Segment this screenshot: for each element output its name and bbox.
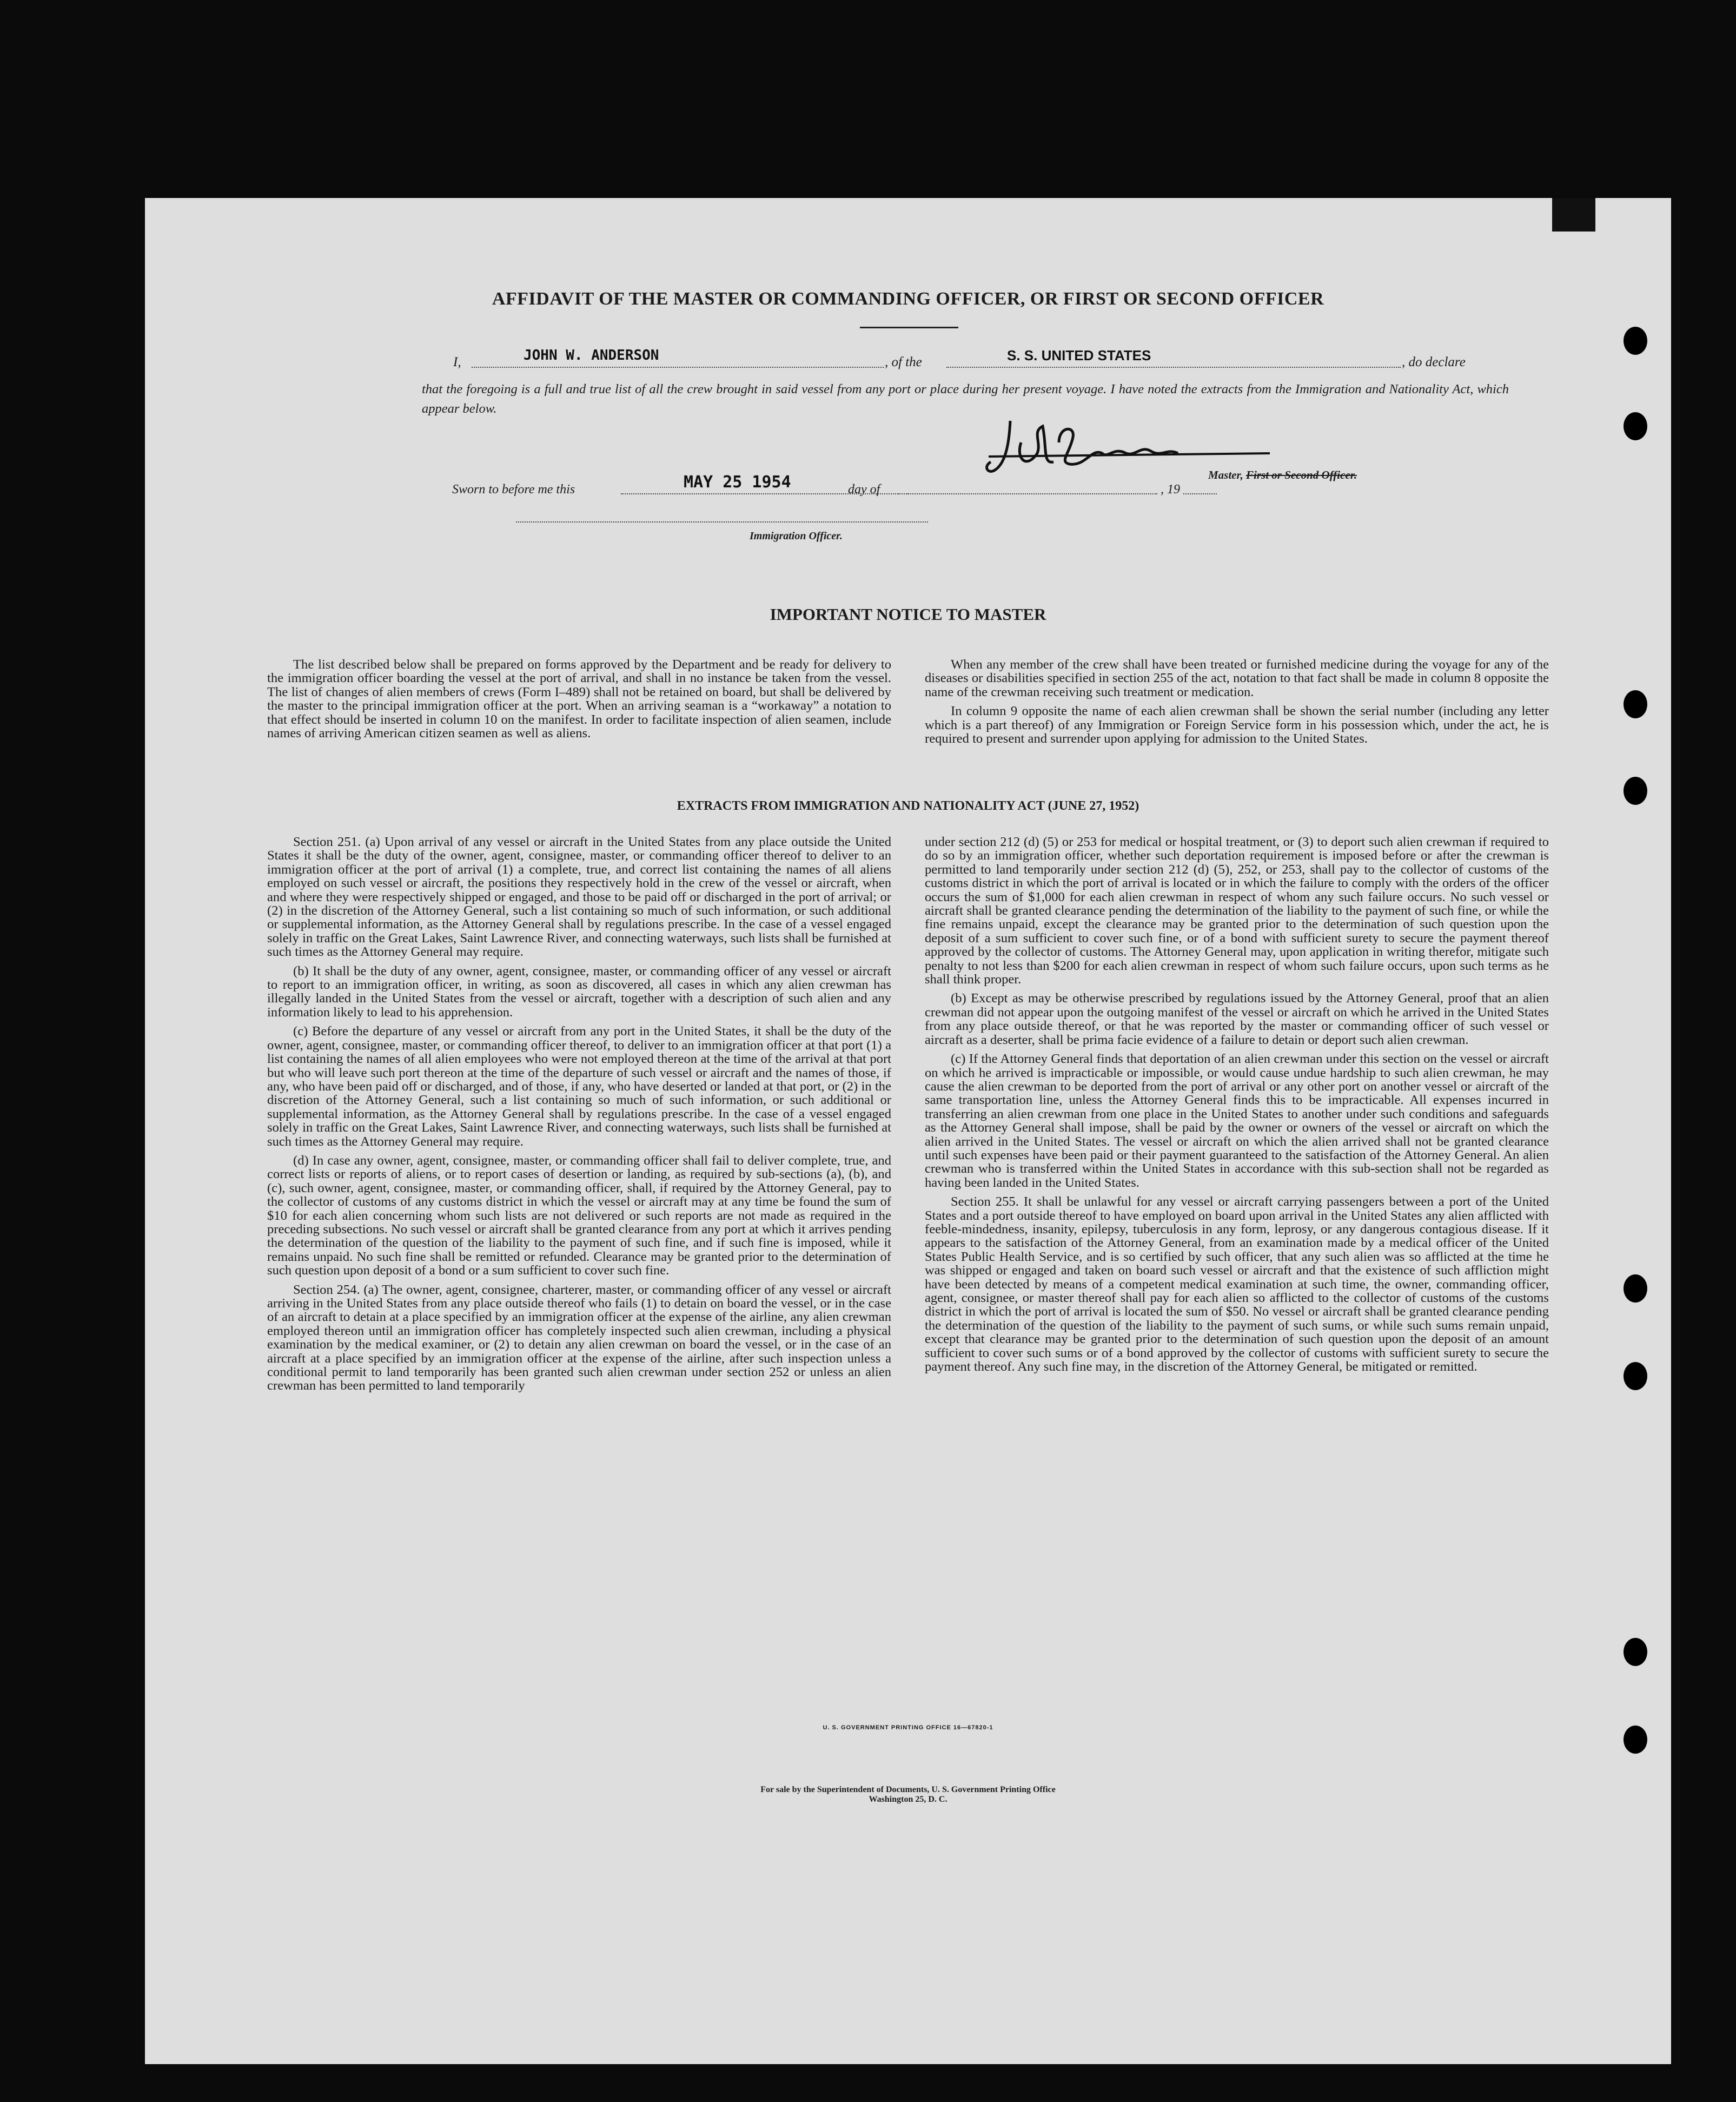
punch-hole [1624,1274,1647,1303]
day-of-label: day of [848,482,880,497]
extract-paragraph: under section 212 (d) (5) or 253 for medical or hospital treatment, or (3) to deport such alien crewman if required to do so by an immigration officer, whether such deportation requirement is imposed before or after the crewman is permitted to land temporarily under section 212 (d) (5), 252, or 253, shall pay to the collector of customs of the customs district in which the port of arrival is located or in which the failure to comply with the orders of the officer occurs the sum of $1,000 for each alien crewman in respect of whom any such failure occurs. No such vessel or aircraft shall be granted clearance pending the determination of the liability to the payment of such fine, or while the fine remains unpaid, except the clearance may be granted prior to the determination of such question upon the deposit of a sum sufficient to cover such fine, or of a bond with sufficient surety to secure the payment thereof approved by the collector of customs. The Attorney General may, upon application in writing therefor, mitigate such penalty to not less than $200 for each alien crewman in respect of whom such failure occurs, upon such terms as he shall think proper. [925,835,1549,987]
do-declare-label: , do declare [1402,355,1466,369]
punch-hole [1624,1726,1647,1754]
extracts-left-column [267,835,891,1393]
for-sale-text: For sale by the Superintendent of Documents, U. S. Government Printing Office [760,1785,1056,1794]
extract-paragraph: Section 255. It shall be unlawful for any vessel or aircraft carrying passengers between a port of the United States and a port outside thereof to have employed on board upon arrival in the United States any alien afflicted with feeble-mindedness, insanity, epilepsy, tuberculosis in any form, leprosy, or any dangerous contagious disease. If it appears to the satisfaction of the Attorney General, from an examination made by a medical officer of the United States Public Health Service, and is so certified by such officer, that any such alien was so afflicted at the time he was shipped or engaged and taken on board such vessel or aircraft and that the existence of such affliction might have been detected by means of a competent medical examination at such time, the owner, commanding officer, agent, consignee, or master thereof shall pay for each alien so afflicted to the collector of customs of the customs district in which the port of arrival is located the sum of $50. No vessel or aircraft shall be granted clearance pending the determination of the question of the liability to the payment of such sums, or while such sums remain unpaid, except that clearance may be granted prior to the determination of such question upon the deposit of an amount sufficient to cover such sums or of a bond approved by the collector of customs with sufficient surety to secure the payment thereof. Any such fine may, in the discretion of the Attorney General, be mitigated or remitted. [925,1194,1549,1374]
struck-officer-text: First or Second Officer. [1246,468,1357,481]
title-rule [860,327,958,328]
vessel-name-field: S. S. UNITED STATES [946,347,1401,368]
punch-hole [1624,1638,1647,1666]
affidavit-title: AFFIDAVIT OF THE MASTER OR COMMANDING OFFICER, OR FIRST OR SECOND OFFICER [492,289,1324,309]
year-prefix: , 19 [1161,482,1180,497]
i-label: I, [453,355,461,369]
extracts-right-column [925,835,1549,1373]
corner-tab-mark [1552,198,1595,232]
printing-office-line: U. S. GOVERNMENT PRINTING OFFICE 16—67820-1 [823,1724,993,1731]
month-field [898,474,1157,494]
punch-hole [1624,1362,1647,1390]
notice-paragraph: In column 9 opposite the name of each alien crewman shall be shown the serial number (including any letter which is a part thereof) of any Immigration or Foreign Service form in his possession which, under the act, he is required to present and surrender upon applying for admission to the United States. [925,704,1549,746]
extract-paragraph: (c) Before the departure of any vessel or aircraft from any port in the United States, it shall be the duty of the owner, agent, consignee, master, or commanding officer thereof, to deliver to an immigration officer at that port (1) a list containing the names of all alien employees who were not employed thereon at the time of the arrival at that port but who will leave such port thereon at the time of the departure of such vessel or aircraft and the names of those, if any, who have been paid off or discharged, and of those, if any, who have deserted or landed at that port, or (2) in the discretion of the Attorney General, such a list containing so much of such information, or such additional or supplemental information, as the Attorney General shall by regulations prescribe. In the case of a vessel engaged solely in traffic on the Great Lakes, Saint Lawrence River, and connecting waterways, such lists shall be furnished at such times as the Attorney General may require. [267,1024,891,1149]
notice-title: IMPORTANT NOTICE TO MASTER [770,605,1046,624]
immigration-officer-signature-line [516,516,928,523]
notice-right-column [925,658,1549,745]
extract-paragraph: (b) Except as may be otherwise prescribed by regulations issued by the Attorney General, proof that an alien crewman did not appear upon the outgoing manifest of the vessel or aircraft on which he arrived in the United States from any place outside thereof, or that he was reported by the master or commanding officer of such vessel or aircraft as a deserter, shall be prima facie evidence of a failure to detain or deport such alien crewman. [925,991,1549,1047]
washington-text: Washington 25, D. C. [869,1795,947,1804]
notice-left-column [267,658,891,740]
sworn-label: Sworn to before me this [452,482,575,497]
declaration-text: that the foregoing is a full and true list of all the crew brought in said vessel from any port or place during her present voyage. I have noted the extracts from the Immigration and Nationality Act, which appear below. [422,382,1509,416]
master-caption-text: Master, [1208,468,1243,481]
form-page [145,198,1671,2064]
sworn-date-stamp: MAY 25 1954 [621,473,909,494]
of-the-label: , of the [885,355,922,369]
notice-paragraph: The list described below shall be prepared on forms approved by the Department and be ready for delivery to the immigration officer boarding the vessel at the port of arrival, and shall in no instance be taken from the vessel. The list of changes of alien members of crews (Form I–489) shall not be retained on board, but shall be delivered by the master to the principal immigration officer at the port. When an arriving seaman is a “workaway” a notation to that effect should be inserted in column 10 on the manifest. In order to facilitate inspection of alien seamen, include names of arriving American citizen seamen as well as aliens. [267,657,891,741]
master-caption [1208,468,1357,482]
for-sale-notice [145,1785,1671,1804]
extract-paragraph: (c) If the Attorney General finds that deportation of an alien crewman under this section on the vessel or aircraft on which he arrived is impracticable or impossible, or would cause undue hardship to such alien crewman, he may cause the alien crewman to be deported from the port of arrival or any other port on another vessel or aircraft of the same transportation line, unless the Attorney General finds this to be impracticable. All expenses incurred in transferring an alien crewman from one place in the United States to another under such conditions and safeguards as the Attorney General shall impose, shall be paid by the owner or owners of the vessel or aircraft on which the alien arrived in the United States. The vessel or aircraft on which the alien arrived shall not be granted clearance until such expenses have been paid or their payment guaranteed to the satisfaction of the Attorney General. An alien crewman who is transferred within the United States in accordance with this sub-section shall not be regarded as having been landed in the United States. [925,1052,1549,1190]
extract-paragraph: (b) It shall be the duty of any owner, agent, consignee, master, or commanding officer of any vessel or aircraft to report to an immigration officer, in writing, as soon as discovered, all cases in which any alien crewman has illegally landed in the United States from the vessel or aircraft, together with a description of such alien and any information likely to lead to his apprehension. [267,963,891,1020]
notice-paragraph: When any member of the crew shall have been treated or furnished medicine during the voyage for any of the diseases or disabilities specified in section 255 of the act, notation to that fact shall be made in column 8 opposite the name of the crewman receiving such treatment or medication. [925,657,1549,699]
punch-hole [1624,327,1647,355]
extract-paragraph: Section 254. (a) The owner, agent, consignee, charterer, master, or commanding officer of any vessel or aircraft arriving in the United States from any place outside thereof who fails (1) to detain on board the vessel, or in the case of an aircraft to detain at a place specified by an immigration officer at the expense of the airline, any alien crewman employed thereon until an immigration officer has completely inspected such alien crewman, including a physical examination by the medical examiner, or (2) to detain any alien crewman on board the vessel, or in the case of an aircraft at a place specified by an immigration officer at the expense of the airline, after such inspection unless a conditional permit to land temporarily has been granted such alien crewman under section 252 or unless an alien crewman has been permitted to land temporarily [267,1282,891,1393]
extracts-title: EXTRACTS FROM IMMIGRATION AND NATIONALITY ACT (JUNE 27, 1952) [677,799,1139,813]
punch-hole [1624,777,1647,805]
extract-paragraph: Section 251. (a) Upon arrival of any vessel or aircraft in the United States from any place outside the United States it shall be the duty of the owner, agent, consignee, master, or commanding officer thereof to deliver to an immigration officer at the port of arrival (1) a complete, true, and correct list containing the names of all aliens employed on such vessel or aircraft, the positions they respectively hold in the crew of the vessel or aircraft, when and where they were respectively shipped or engaged, and those to be paid off or discharged in the port of arrival; or (2) in the discretion of the Attorney General, such a list containing so much of such information, or such additional or supplemental information, as the Attorney General shall by regulations prescribe. In the case of a vessel engaged solely in traffic on the Great Lakes, Saint Lawrence River, and connecting waterways, such lists shall be furnished at such times as the Attorney General may require. [267,835,891,960]
officer-name-field: JOHN W. ANDERSON [472,347,884,368]
immigration-officer-caption: Immigration Officer. [750,530,843,542]
punch-hole [1624,412,1647,440]
punch-hole [1624,690,1647,718]
year-field [1183,474,1217,494]
extract-paragraph: (d) In case any owner, agent, consignee, master, or commanding officer shall fail to deliver complete, true, and correct lists or reports of aliens, or to report cases of desertion or landing, as required by sub-sections (a), (b), and (c), such owner, agent, consignee, master, or commanding officer, shall, if required by the Attorney General, pay to the collector of customs of any customs district in which the vessel or aircraft may at any time be found the sum of $10 for each alien concerning whom such lists are not delivered or such reports are not made as required in the preceding subsections. No such vessel or aircraft shall be granted clearance from any port at which it arrives pending the determination of the question of the liability to the payment of such fine, and if such fine is imposed, while it remains unpaid. No such fine shall be remitted or refunded. Clearance may be granted prior to the determination of such question upon deposit of a bond or a sum sufficient to cover such fine. [267,1153,891,1278]
